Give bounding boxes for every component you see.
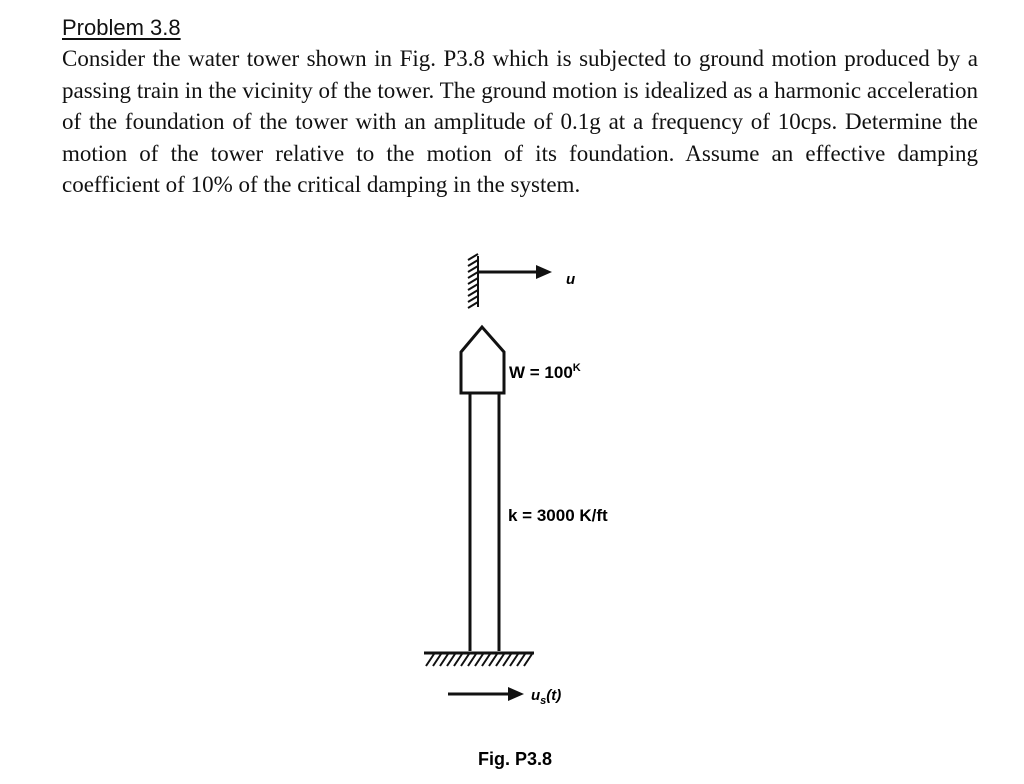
ground-motion-label: $u_s(t)$ — [531, 687, 562, 707]
ground-motion-arrow-icon — [448, 687, 524, 701]
top-displacement-label: u — [566, 271, 576, 288]
top-displacement-arrow-icon — [478, 265, 552, 279]
weight-label: $W = 100^K$ — [509, 362, 581, 382]
figure-caption: Fig. P3.8 — [478, 749, 553, 769]
problem-title: Problem 3.8 — [62, 15, 181, 40]
tower-column — [470, 393, 499, 651]
problem-body: Consider the water tower shown in Fig. P3.8 which is subjected to ground motion produced by a passing train in the vicinity of the tower. The ground motion is idealized as a harmonic acceleration of the foundation of the tower with an amplitude of 0.1g at a frequency of 10cps. Determine the motion of the tower relative to the motion of its foundation. Assume an effective damping coefficient of 10% of the critical damping in the system. — [62, 46, 978, 197]
stiffness-label: k = 3000 K/ft — [508, 506, 608, 525]
ground-hatch-icon — [424, 653, 534, 666]
top-support-hatch-icon — [468, 254, 478, 308]
tank-shape — [461, 327, 504, 393]
